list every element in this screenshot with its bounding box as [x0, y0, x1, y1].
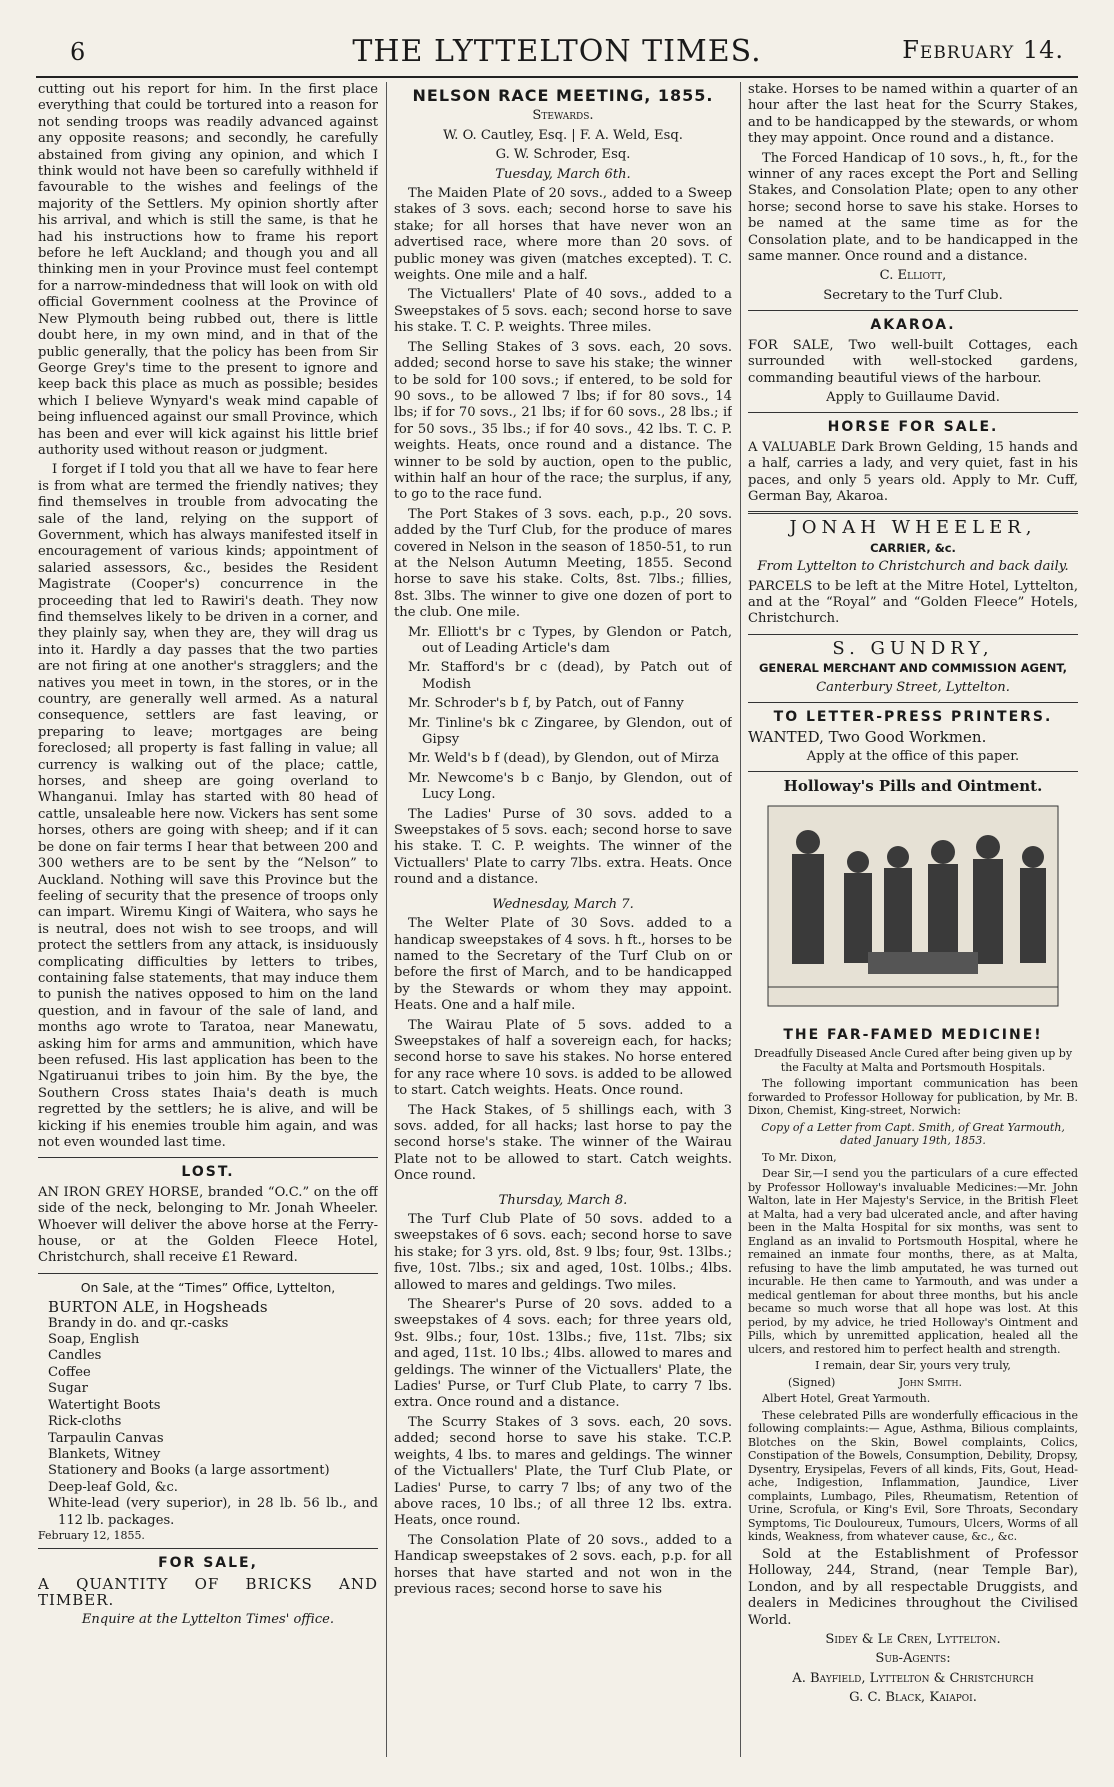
divider — [748, 771, 1078, 772]
race-paragraph: The Port Stakes of 3 sovs. each, p.p., 20 sovs. added by the Turf Club, for the produce of mares covered in Nelson in the season of 1850-51, to run at the Nelson Autumn Meeting, 1855. Second horse to save his stake. Colts, 8st. 7lbs.; fillies, 8st. 3lbs. The winner to give one dozen of port to the club. One mile. — [394, 506, 732, 621]
entry: Mr. Weld's b f (dead), by Glendon, out of Mirza — [408, 751, 720, 767]
article-paragraph: cutting out his report for him. In the first place everything that could be tortured into a reason for not sending troops was readily advanced against any opposite reasons; and secondly, he carefully abstained from giving any opinion, and which I think would not have been so carefully withheld if favourable to the wishes and feelings of the majority of the Settlers. My opinion shortly after his arrival, and which is still the same, is that he had his instructions how to frame his report before he left Auckland; and though you and all thinking men in your Province must feel contempt for a narrow-mindedness that will look on with old official Government coolness at the Province of New Plymouth being rubbed out, there is little doubt here, in my own mind, and in that of the public generally, that the policy has been from Sir George Grey's time to the present to ignore and keep back this place as much as possible; besides which I believe Wynyard's weak mind capable of being influenced against our small Province, which has been and ever will kick against his little brief authority used without reason or judgment. — [38, 82, 378, 458]
divider — [38, 1548, 378, 1549]
signer-name: C. Elliott, — [879, 268, 947, 284]
horse-body: A VALUABLE Dark Brown Gelding, 15 hands and a half, carries a lady, and very quiet, fast in his paces, and only 5 years old. Apply to Mr. Cuff, German Bay, Akaroa. — [748, 439, 1078, 504]
holloway-headline: THE FAR-FAMED MEDICINE! — [783, 1027, 1043, 1044]
race-paragraph: The Turf Club Plate of 50 sovs. added to a sweepstakes of 6 sovs. each; second horse to save his stake; for 3 yrs. old, 8st. 9 lbs; four, 9st. 13lbs.; five, 10st. 7lbs.; six and aged, 10st. 10lbs.; 4lbs. allowed to mares and geldings. Two miles. — [394, 1212, 732, 1293]
list-item: Rick-cloths — [48, 1414, 122, 1430]
gundry-role: GENERAL MERCHANT AND COMMISSION AGENT, — [758, 661, 1068, 676]
divider — [748, 634, 1078, 635]
holloway-address: Albert Hotel, Great Yarmouth. — [762, 1392, 931, 1406]
column-right — [748, 82, 1078, 1757]
lost-ad-body: AN IRON GREY HORSE, branded “O.C.” on the off side of the neck, belonging to Mr. Jonah Wheeler. Whoever will deliver the above horse at the Ferry-house, or at the Golden Fleece Hotel, Christchurch, shall receive £1 Reward. — [38, 1184, 378, 1266]
lost-heading: LOST. — [181, 1164, 235, 1181]
holloway-intro: The following important communication has been forwarded to Professor Holloway for publication, by Mr. B. Dixon, Chemist, King-street, Norwich: — [748, 1077, 1078, 1118]
holloway-copy-line: Copy of a Letter from Capt. Smith, of Great Yarmouth, dated January 19th, 1853. — [761, 1120, 1065, 1148]
holloway-close: I remain, dear Sir, yours very truly, — [815, 1359, 1011, 1373]
race-paragraph: The Scurry Stakes of 3 sovs. each, 20 sovs. added; second horse to save his stake. T.C.P. weights, 4 lbs. to mares and geldings. The winner of the Victuallers' Plate, the Turf Club Plate, or Ladies' Purse, to carry 7 lbs; of any two of the above races, 10 lbs.; of all three 12 lbs. extra. Heats, once round. — [394, 1414, 732, 1529]
wheeler-route: From Lyttelton to Christchurch and back daily. — [757, 559, 1069, 575]
race-meeting-title: NELSON RACE MEETING, 1855. — [412, 86, 714, 105]
divider — [748, 412, 1078, 413]
race-paragraph: stake. Horses to be named within a quarter of an hour after the last heat for the Scurry Stakes, and to be handicapped by the stewards, or whom they may appoint. Once round and a distance. — [748, 82, 1078, 147]
page-number: 6 — [70, 38, 86, 66]
divider — [38, 1157, 378, 1158]
printers-heading: TO LETTER-PRESS PRINTERS. — [773, 709, 1053, 725]
race-paragraph: The Welter Plate of 30 Sovs. added to a handicap sweepstakes of 4 sovs. h ft., horses to be named to the Secretary of the Turf Club on or before the first of March, and to be handicapped by the Stewards or whom they may appoint. Heats. One and a half mile. — [394, 916, 732, 1014]
column-divider — [386, 82, 387, 1757]
akaroa-apply: Apply to Guillaume David. — [826, 389, 1000, 405]
entry: Mr. Schroder's b f, by Patch, out of Fanny — [408, 696, 684, 712]
stewards-line: W. O. Cautley, Esq. | F. A. Weld, Esq. — [443, 127, 683, 143]
subagent: G. C. Black, Kaiapoi. — [849, 1690, 977, 1706]
forsale-heading: FOR SALE, — [158, 1555, 258, 1572]
forsale-enquire: Enquire at the Lyttelton Times' office. — [81, 1611, 335, 1627]
list-item: BURTON ALE, in Hogsheads — [48, 1298, 268, 1317]
horse-heading: HORSE FOR SALE. — [827, 419, 999, 436]
race-paragraph: The Victuallers' Plate of 40 sovs., added to a Sweepstakes of 5 sovs. each; second horse to save his stake. T. C. P. weights. Three miles. — [394, 287, 732, 336]
divider — [748, 702, 1078, 703]
divider — [748, 310, 1078, 311]
sale-list — [38, 1299, 378, 1529]
holloway-sold: Sold at the Establishment of Professor Holloway, 244, Strand, (near Temple Bar), London, and by all respectable Druggists, and dealers in Medicines throughout the Civilised World. — [748, 1546, 1078, 1628]
divider — [38, 1273, 378, 1274]
race-paragraph: The Selling Stakes of 3 sovs. each, 20 sovs. added; second horse to save his stake; the winner to be sold for 100 sovs.; if entered, to be sold for 90 sovs., to be allowed 7 lbs; if for 80 sovs., 14 lbs; if for 70 sovs., 21 lbs; if for 60 sovs., 28 lbs.; if for 50 sovs., 35 lbs.; if for 40 sovs., 42 lbs. T. C. P. weights. Heats, once round and a distance. The winner to be sold by auction, open to the public, within half an hour of the race; the surplus, if any, to go to the race fund. — [394, 339, 732, 503]
list-item: Soap, English — [48, 1332, 140, 1348]
list-item: Coffee — [48, 1364, 91, 1380]
stewards-label: Stewards. — [532, 108, 594, 124]
masthead — [36, 28, 1078, 78]
wheeler-name: JONAH WHEELER, — [789, 517, 1037, 539]
holloway-subhead: Dreadfully Diseased Ancle Cured after being given up by the Faculty at Malta and Portsmouth Hospitals. — [753, 1047, 1073, 1074]
race-paragraph: The Forced Handicap of 10 sovs., h, ft., for the winner of any races except the Port and Selling Stakes, and Consolation Plate; open to any other horse; second horse to save his stake. Horses to be named at the same time as for the Consolation plate, and to be handicapped in the same manner. Once round and a distance. — [748, 150, 1078, 265]
race-day-heading: Wednesday, March 7. — [492, 896, 634, 912]
race-paragraph: The Maiden Plate of 20 sovs., added to a Sweep stakes of 3 sovs. each; second horse to save his stake; for all horses that have never won an advertised race, where more than 20 sovs. of public money was given (matches excepted). T. C. weights. One mile and a half. — [394, 186, 732, 284]
race-paragraph: The Hack Stakes, of 5 shillings each, with 3 sovs. added, for all hacks; last horse to pay the second horse's stake. The winner of the Wairau Plate not to be allowed to start. Catch weights. Once round. — [394, 1102, 732, 1184]
printers-apply: Apply at the office of this paper. — [806, 748, 1020, 764]
race-paragraph: The Wairau Plate of 5 sovs. added to a Sweepstakes of half a sovereign each, for hacks; second horse to save his stakes. No horse entered for any race where 10 sovs. is added to be allowed to start. Catch weights. Heats. Once round. — [394, 1017, 732, 1099]
entries-list — [394, 625, 732, 804]
gundry-name: S. GUNDRY, — [832, 637, 994, 659]
forsale-body: A QUANTITY OF BRICKS AND TIMBER. — [38, 1574, 378, 1610]
akaroa-heading: AKAROA. — [870, 317, 956, 334]
list-item: Stationery and Books (a large assortment) — [48, 1463, 330, 1479]
race-paragraph: The Shearer's Purse of 20 sovs. added to a sweepstakes of 4 sovs. each; for three years old, 9st. 9lbs.; four, 10st. 13lbs.; five, 11st. 7lbs; six and aged, 11st. 10 lbs.; 4lbs. allowed to mares and geldings. The winner of the Victuallers' Plate, the Ladies' Purse, or Turf Club Plate, to carry 7 lbs. extra. Once round and a distance. — [394, 1297, 732, 1411]
holloway-signed: (Signed) — [788, 1375, 836, 1389]
article-paragraph: I forget if I told you that all we have to fear here is from what are termed the friendly natives; they find themselves in trouble from advocating the sale of the land, relying on the support of Government, which has always manifested itself in encouragement of various kinds; appointment of salaried assessors, &c., besides the Resident Magistrate (Cooper's) concurrence in the proceeding that led to Rawiri's death. They now find themselves likely to be driven in a corner, and they plainly say, when they are, they will drag us into it. Hardly a day passes that the two parties are not firing at one another's stragglers; and the natives you meet in town, in the stores, or in the country, are generally well armed. As a natural consequence, settlers are fast leaving, or preparing to leave; mortgages are being foreclosed; all property is fast falling in value; all currency is walking out of the place; cattle, horses, and sheep are going overland to Whanganui. Imlay has started with 80 head of cattle, unsaleable here now. Vickers has sent some horses, others are going with sheep; and if it can be done on fair terms I hear that between 200 and 300 wethers are to be sent by the “Nelson” to Auckland. Nothing will save this Province but the feeling of security that the presence of troops only can impart. Wiremu Kingi of Waitera, who says he is neutral, does not wish to see troops, and will protect the settlers from any attack, is insiduously complicating difficulties by letters to tribes, containing false statements, that may induce them to punish the natives opposed to him on the land question, and in favour of the sale of land, and months ago wrote to Taratoa, near Manewatu, asking him for arms and ammunition, which have been refused. His last application has been to the Ngatiruanui tribes to join him. By the bye, the Southern Cross states Ihaia's death is much regretted by the settlers; he is alive, and will be kicking if his enemies trouble him again, and was not even wounded last time. — [38, 462, 378, 1150]
list-item: White-lead (very superior), in 28 lb. 56 lb., and 112 lb. packages. — [48, 1496, 378, 1528]
holloway-to: To Mr. Dixon, — [762, 1150, 837, 1164]
sale-date: February 12, 1855. — [38, 1528, 145, 1542]
subagents-label: Sub-Agents: — [875, 1651, 951, 1667]
race-day-heading: Tuesday, March 6th. — [495, 166, 631, 182]
entry: Mr. Newcome's b c Banjo, by Glendon, out of Lucy Long. — [408, 770, 732, 803]
subagent: A. Bayfield, Lyttelton & Christchurch — [792, 1670, 1034, 1686]
column-divider — [740, 82, 741, 1757]
list-item: Watertight Boots — [48, 1397, 161, 1413]
divider — [748, 511, 1078, 514]
holloway-letter: Dear Sir,—I send you the particulars of a cure effected by Professor Holloway's invaluable Medicines:—Mr. John Walton, late in Her Majesty's Service, in the British Fleet at Malta, had a very bad ulcerated ancle, and after having been in the Malta Hospital for six months, was sent to England as an invalid to Portsmouth Hospital, where he remained an inmate four months, there, as at Malta, refusing to have the limb amputated, he was turned out incurable. He then came to Yarmouth, and was under a medical gentleman for about three months, but his ancle became so much worse that all hope was lost. At this period, by my advice, he tried Holloway's Ointment and Pills, which by unremitted application, healed all the ulcers, and restored him to perfect health and strength. — [748, 1167, 1078, 1356]
entry: Mr. Elliott's br c Types, by Glendon or Patch, out of Leading Article's dam — [408, 624, 732, 656]
list-item: Deep-leaf Gold, &c. — [48, 1479, 178, 1495]
list-item: Sugar — [48, 1381, 88, 1397]
list-item: Tarpaulin Canvas — [48, 1430, 164, 1446]
wheeler-role: CARRIER, &c. — [870, 540, 956, 555]
holloway-illustration — [748, 802, 1078, 1012]
issue-date: February 14. — [902, 36, 1064, 64]
wheeler-body: PARCELS to be left at the Mitre Hotel, Lyttelton, and at the “Royal” and “Golden Fleece” Hotels, Christchurch. — [748, 578, 1078, 627]
list-item: Candles — [48, 1348, 102, 1364]
holloway-signature: John Smith. — [898, 1375, 962, 1389]
signer-role: Secretary to the Turf Club. — [823, 287, 1003, 303]
sale-heading: On Sale, at the “Times” Office, Lyttelton, — [80, 1279, 336, 1295]
column-middle — [394, 82, 732, 1757]
race-paragraph: The Consolation Plate of 20 sovs., added to a Handicap sweepstakes of 2 sovs. each, p.p. for all horses that have started and not won in the previous races; second horse to save his — [394, 1532, 732, 1597]
holloway-complaints: These celebrated Pills are wonderfully efficacious in the following complaints:— Ague, Asthma, Bilious complaints, Blotches on the Skin, Bowel complaints, Colics, Constipation of the Bowels, Consumption, Debility, Dropsy, Dysentry, Erysipelas, Fevers of all kinds, Fits, Gout, Head-ache, Indigestion, Inflammation, Jaundice, Liver complaints, Lumbago, Piles, Rheumatism, Retention of Urine, Scrofula, or King's Evil, Sore Throats, Secondary Symptoms, Tic Douloureux, Tumours, Ulcers, Worms of all kinds, Weakness, from whatever cause, &c., &c. — [748, 1408, 1078, 1544]
akaroa-body: FOR SALE, Two well-built Cottages, each surrounded with well-stocked gardens, commanding beautiful views of the harbour. — [748, 337, 1078, 386]
entry: Mr. Stafford's br c (dead), by Patch out of Modish — [408, 660, 732, 692]
stewards-line: G. W. Schroder, Esq. — [495, 147, 631, 163]
holloway-agent: Sidey & Le Cren, Lyttelton. — [825, 1631, 1001, 1647]
entry: Mr. Tinline's bk c Zingaree, by Glendon, out of Gipsy — [408, 715, 732, 748]
list-item: Blankets, Witney — [48, 1446, 161, 1462]
race-day-heading: Thursday, March 8. — [498, 1192, 628, 1208]
gundry-address: Canterbury Street, Lyttelton. — [816, 679, 1010, 695]
holloway-title: Holloway's Pills and Ointment. — [783, 777, 1043, 796]
newspaper-title: THE LYTTELTON TIMES. — [352, 34, 762, 69]
list-item: Brandy in do. and qr.-casks — [48, 1315, 229, 1331]
column-left — [38, 82, 378, 1757]
printers-body: WANTED, Two Good Workmen. — [748, 728, 987, 747]
race-paragraph: The Ladies' Purse of 30 sovs. added to a Sweepstakes of 5 sovs. each; second horse to save his stake. T. C. P. weights. The winner of the Victuallers' Plate to carry 7lbs. extra. Heats. Once round and a distance. — [394, 806, 732, 888]
